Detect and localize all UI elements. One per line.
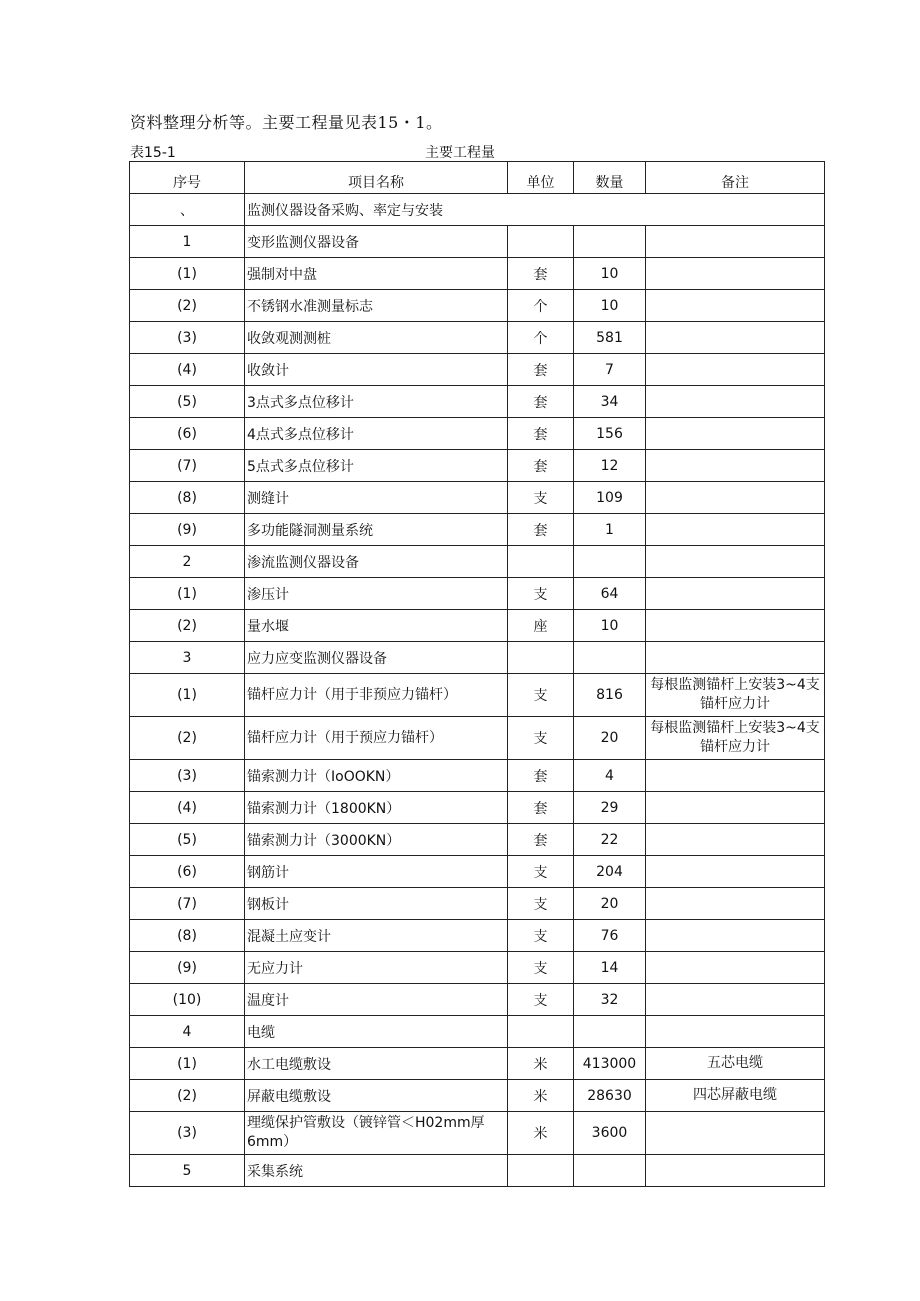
cell-unit: 套 bbox=[508, 386, 574, 418]
cell-remark bbox=[646, 792, 825, 824]
header-unit: 单位 bbox=[508, 162, 574, 194]
cell-qty: 28630 bbox=[574, 1080, 646, 1112]
table-row bbox=[130, 856, 825, 888]
table-row bbox=[130, 1155, 825, 1187]
table-number: 表15-1 bbox=[130, 145, 176, 161]
cell-unit: 个 bbox=[508, 290, 574, 322]
cell-no: (6) bbox=[130, 856, 245, 888]
cell-remark bbox=[646, 482, 825, 514]
header-qty: 数量 bbox=[574, 162, 646, 194]
cell-name: 温度计 bbox=[245, 984, 508, 1016]
cell-name: 混凝土应变计 bbox=[245, 920, 508, 952]
cell-unit: 套 bbox=[508, 824, 574, 856]
cell-remark bbox=[646, 610, 825, 642]
cell-qty bbox=[574, 642, 646, 674]
cell-unit bbox=[508, 1155, 574, 1187]
table-row bbox=[130, 984, 825, 1016]
cell-no: (2) bbox=[130, 1080, 245, 1112]
cell-no: (4) bbox=[130, 792, 245, 824]
cell-unit: 支 bbox=[508, 984, 574, 1016]
cell-qty: 76 bbox=[574, 920, 646, 952]
cell-no: 3 bbox=[130, 642, 245, 674]
cell-qty: 156 bbox=[574, 418, 646, 450]
cell-no: (10) bbox=[130, 984, 245, 1016]
table-row bbox=[130, 674, 825, 717]
cell-name: 多功能隧洞测量系统 bbox=[245, 514, 508, 546]
cell-unit: 米 bbox=[508, 1048, 574, 1080]
cell-unit bbox=[508, 1016, 574, 1048]
cell-no: (1) bbox=[130, 674, 245, 717]
cell-unit: 支 bbox=[508, 578, 574, 610]
cell-unit: 支 bbox=[508, 856, 574, 888]
cell-no: (2) bbox=[130, 717, 245, 760]
cell-no: (4) bbox=[130, 354, 245, 386]
cell-name: 电缆 bbox=[245, 1016, 508, 1048]
cell-qty bbox=[574, 1016, 646, 1048]
cell-qty: 10 bbox=[574, 290, 646, 322]
header-no: 序号 bbox=[130, 162, 245, 194]
cell-remark bbox=[646, 354, 825, 386]
cell-name: 收敛计 bbox=[245, 354, 508, 386]
cell-unit: 座 bbox=[508, 610, 574, 642]
table-row bbox=[130, 824, 825, 856]
cell-remark: 每根监测锚杆上安装3~4支锚杆应力计 bbox=[646, 717, 825, 760]
table-row bbox=[130, 1080, 825, 1112]
table-header-row bbox=[130, 162, 825, 194]
cell-qty: 12 bbox=[574, 450, 646, 482]
table-row bbox=[130, 354, 825, 386]
cell-no: (3) bbox=[130, 322, 245, 354]
table-row bbox=[130, 546, 825, 578]
cell-remark bbox=[646, 760, 825, 792]
cell-name: 测缝计 bbox=[245, 482, 508, 514]
header-name: 项目名称 bbox=[245, 162, 508, 194]
cell-qty bbox=[574, 546, 646, 578]
cell-name: 收敛观测测桩 bbox=[245, 322, 508, 354]
table-title: 主要工程量 bbox=[425, 145, 495, 161]
cell-qty: 10 bbox=[574, 610, 646, 642]
cell-name: 屏蔽电缆敷设 bbox=[245, 1080, 508, 1112]
cell-name: 水工电缆敷设 bbox=[245, 1048, 508, 1080]
cell-remark bbox=[646, 322, 825, 354]
table-row bbox=[130, 482, 825, 514]
cell-no: (9) bbox=[130, 514, 245, 546]
cell-qty: 204 bbox=[574, 856, 646, 888]
cell-unit bbox=[508, 642, 574, 674]
cell-qty: 7 bbox=[574, 354, 646, 386]
cell-no: (2) bbox=[130, 290, 245, 322]
cell-no: (8) bbox=[130, 482, 245, 514]
cell-unit: 套 bbox=[508, 258, 574, 290]
cell-unit: 套 bbox=[508, 354, 574, 386]
table-row bbox=[130, 290, 825, 322]
cell-unit: 米 bbox=[508, 1080, 574, 1112]
cell-name: 变形监测仪器设备 bbox=[245, 226, 508, 258]
cell-unit: 支 bbox=[508, 888, 574, 920]
table-row bbox=[130, 258, 825, 290]
cell-remark bbox=[646, 642, 825, 674]
cell-unit: 个 bbox=[508, 322, 574, 354]
cell-name: 理缆保护管敷设（镀锌管＜H02mm厚6mm） bbox=[245, 1112, 508, 1155]
cell-remark bbox=[646, 920, 825, 952]
cell-no: (7) bbox=[130, 888, 245, 920]
table-row bbox=[130, 418, 825, 450]
cell-no: (9) bbox=[130, 952, 245, 984]
cell-qty: 32 bbox=[574, 984, 646, 1016]
cell-no: (1) bbox=[130, 258, 245, 290]
table-row bbox=[130, 1112, 825, 1155]
cell-unit: 套 bbox=[508, 418, 574, 450]
cell-remark bbox=[646, 546, 825, 578]
cell-name: 强制对中盘 bbox=[245, 258, 508, 290]
table-row bbox=[130, 194, 825, 226]
cell-name: 3点式多点位移计 bbox=[245, 386, 508, 418]
table-row bbox=[130, 920, 825, 952]
header-remark: 备注 bbox=[646, 162, 825, 194]
table-row bbox=[130, 322, 825, 354]
cell-remark bbox=[646, 856, 825, 888]
cell-remark bbox=[646, 952, 825, 984]
cell-name: 锚索测力计（IoOOKN） bbox=[245, 760, 508, 792]
table-row bbox=[130, 1016, 825, 1048]
cell-no: 2 bbox=[130, 546, 245, 578]
cell-no: 5 bbox=[130, 1155, 245, 1187]
cell-qty: 816 bbox=[574, 674, 646, 717]
cell-qty: 22 bbox=[574, 824, 646, 856]
cell-remark bbox=[646, 1155, 825, 1187]
cell-qty bbox=[574, 1155, 646, 1187]
table-row bbox=[130, 760, 825, 792]
cell-name: 渗压计 bbox=[245, 578, 508, 610]
cell-unit: 米 bbox=[508, 1112, 574, 1155]
cell-qty: 1 bbox=[574, 514, 646, 546]
table-row bbox=[130, 514, 825, 546]
cell-remark bbox=[646, 258, 825, 290]
cell-unit: 支 bbox=[508, 482, 574, 514]
table-row bbox=[130, 1048, 825, 1080]
cell-name: 不锈钢水准测量标志 bbox=[245, 290, 508, 322]
cell-name: 量水堰 bbox=[245, 610, 508, 642]
cell-unit: 套 bbox=[508, 792, 574, 824]
cell-qty: 29 bbox=[574, 792, 646, 824]
cell-no: 、 bbox=[130, 194, 245, 226]
cell-remark: 每根监测锚杆上安装3~4支锚杆应力计 bbox=[646, 674, 825, 717]
cell-no: (1) bbox=[130, 578, 245, 610]
cell-name: 监测仪器设备采购、率定与安装 bbox=[245, 194, 825, 226]
cell-qty: 3600 bbox=[574, 1112, 646, 1155]
cell-qty: 10 bbox=[574, 258, 646, 290]
cell-no: (2) bbox=[130, 610, 245, 642]
cell-unit bbox=[508, 546, 574, 578]
cell-name: 5点式多点位移计 bbox=[245, 450, 508, 482]
cell-no: (3) bbox=[130, 760, 245, 792]
cell-no: (5) bbox=[130, 386, 245, 418]
cell-no: (6) bbox=[130, 418, 245, 450]
table-row bbox=[130, 792, 825, 824]
cell-unit: 支 bbox=[508, 717, 574, 760]
cell-remark bbox=[646, 824, 825, 856]
cell-qty: 14 bbox=[574, 952, 646, 984]
table-row bbox=[130, 578, 825, 610]
cell-qty: 34 bbox=[574, 386, 646, 418]
cell-unit: 支 bbox=[508, 952, 574, 984]
cell-no: (1) bbox=[130, 1048, 245, 1080]
cell-qty: 20 bbox=[574, 888, 646, 920]
cell-unit: 套 bbox=[508, 514, 574, 546]
table-row bbox=[130, 642, 825, 674]
cell-name: 采集系统 bbox=[245, 1155, 508, 1187]
quantities-table bbox=[129, 161, 825, 1187]
cell-remark bbox=[646, 226, 825, 258]
table-row bbox=[130, 386, 825, 418]
cell-no: 4 bbox=[130, 1016, 245, 1048]
cell-remark bbox=[646, 984, 825, 1016]
cell-unit: 套 bbox=[508, 760, 574, 792]
cell-name: 4点式多点位移计 bbox=[245, 418, 508, 450]
cell-unit: 支 bbox=[508, 674, 574, 717]
cell-remark: 四芯屏蔽电缆 bbox=[646, 1080, 825, 1112]
cell-name: 渗流监测仪器设备 bbox=[245, 546, 508, 578]
cell-remark bbox=[646, 418, 825, 450]
cell-remark bbox=[646, 290, 825, 322]
cell-remark bbox=[646, 578, 825, 610]
cell-name: 锚杆应力计（用于非预应力锚杆） bbox=[245, 674, 508, 717]
cell-remark bbox=[646, 1016, 825, 1048]
cell-qty: 581 bbox=[574, 322, 646, 354]
table-row bbox=[130, 450, 825, 482]
cell-qty: 413000 bbox=[574, 1048, 646, 1080]
cell-no: (3) bbox=[130, 1112, 245, 1155]
cell-no: (8) bbox=[130, 920, 245, 952]
table-row bbox=[130, 952, 825, 984]
cell-qty bbox=[574, 226, 646, 258]
cell-name: 锚索测力计（1800KN） bbox=[245, 792, 508, 824]
cell-unit: 套 bbox=[508, 450, 574, 482]
cell-no: (7) bbox=[130, 450, 245, 482]
cell-name: 锚索测力计（3000KN） bbox=[245, 824, 508, 856]
cell-remark bbox=[646, 450, 825, 482]
table-row bbox=[130, 610, 825, 642]
cell-no: 1 bbox=[130, 226, 245, 258]
cell-qty: 109 bbox=[574, 482, 646, 514]
cell-remark bbox=[646, 888, 825, 920]
cell-unit: 支 bbox=[508, 920, 574, 952]
cell-qty: 20 bbox=[574, 717, 646, 760]
cell-name: 钢筋计 bbox=[245, 856, 508, 888]
table-row bbox=[130, 226, 825, 258]
table-row bbox=[130, 888, 825, 920]
cell-qty: 64 bbox=[574, 578, 646, 610]
cell-name: 应力应变监测仪器设备 bbox=[245, 642, 508, 674]
cell-name: 锚杆应力计（用于预应力锚杆） bbox=[245, 717, 508, 760]
cell-remark: 五芯电缆 bbox=[646, 1048, 825, 1080]
table-row bbox=[130, 717, 825, 760]
cell-name: 钢板计 bbox=[245, 888, 508, 920]
cell-remark bbox=[646, 514, 825, 546]
cell-qty: 4 bbox=[574, 760, 646, 792]
cell-no: (5) bbox=[130, 824, 245, 856]
cell-name: 无应力计 bbox=[245, 952, 508, 984]
cell-remark bbox=[646, 1112, 825, 1155]
cell-unit bbox=[508, 226, 574, 258]
intro-paragraph: 资料整理分析等。主要工程量见表15・1。 bbox=[130, 113, 443, 132]
cell-remark bbox=[646, 386, 825, 418]
